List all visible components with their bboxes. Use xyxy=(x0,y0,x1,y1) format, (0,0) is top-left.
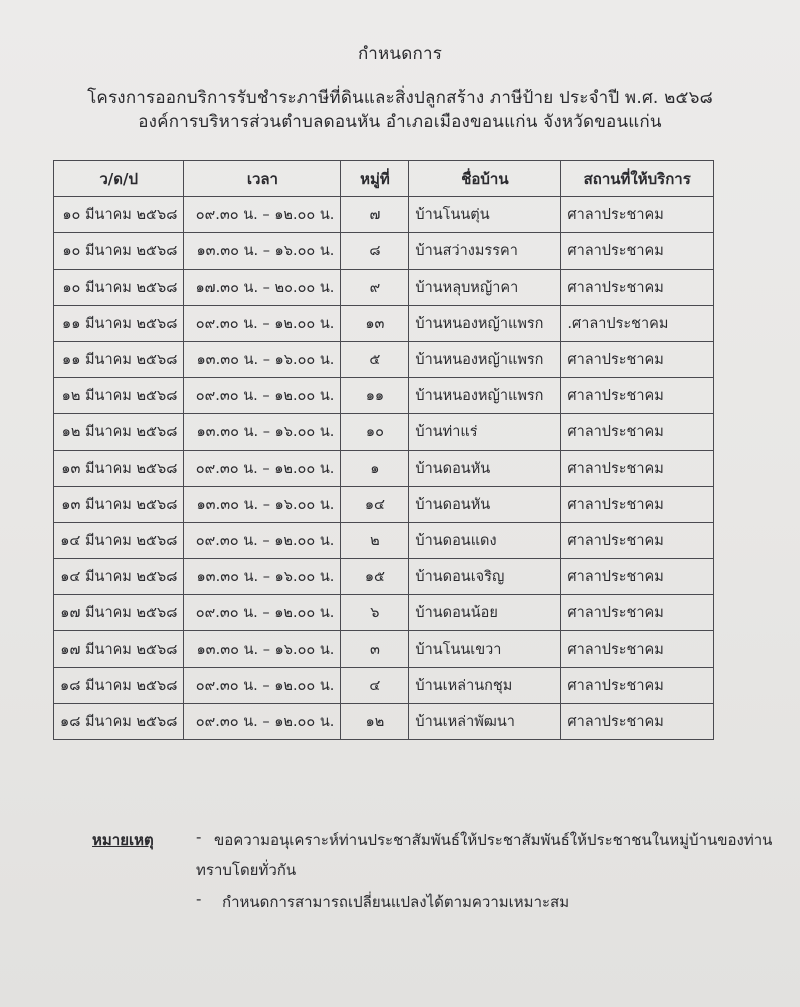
cell-date: ๑๑ มีนาคม ๒๕๖๘ xyxy=(54,305,184,341)
cell-place: ศาลาประชาคม xyxy=(561,559,714,595)
cell-place: ศาลาประชาคม xyxy=(561,631,714,667)
cell-date: ๑๐ มีนาคม ๒๕๖๘ xyxy=(54,233,184,269)
cell-village: บ้านหนองหญ้าแพรก xyxy=(409,341,561,377)
cell-moo: ๑๕ xyxy=(341,559,409,595)
cell-time: ๑๗.๓๐ น. – ๒๐.๐๐ น. xyxy=(184,269,341,305)
cell-place: ศาลาประชาคม xyxy=(561,595,714,631)
cell-place: .ศาลาประชาคม xyxy=(561,305,714,341)
cell-moo: ๗ xyxy=(341,197,409,233)
cell-time: ๐๙.๓๐ น. – ๑๒.๐๐ น. xyxy=(184,305,341,341)
cell-time: ๑๓.๓๐ น. – ๑๖.๐๐ น. xyxy=(184,486,341,522)
header-date: ว/ด/ป xyxy=(54,161,184,197)
note-bullet: - xyxy=(196,890,202,908)
cell-place: ศาลาประชาคม xyxy=(561,197,714,233)
cell-village: บ้านดอนแดง xyxy=(409,522,561,558)
cell-moo: ๑ xyxy=(341,450,409,486)
project-title: โครงการออกบริการรับชำระภาษีที่ดินและสิ่งปลูกสร้าง ภาษีป้าย ประจำปี พ.ศ. ๒๕๖๘ xyxy=(87,88,713,108)
cell-time: ๑๓.๓๐ น. – ๑๖.๐๐ น. xyxy=(184,559,341,595)
cell-time: ๐๙.๓๐ น. – ๑๒.๐๐ น. xyxy=(184,667,341,703)
cell-moo: ๘ xyxy=(341,233,409,269)
table-row xyxy=(54,378,714,414)
cell-date: ๑๓ มีนาคม ๒๕๖๘ xyxy=(54,486,184,522)
cell-village: บ้านท่าแร่ xyxy=(409,414,561,450)
cell-date: ๑๑ มีนาคม ๒๕๖๘ xyxy=(54,341,184,377)
table-row xyxy=(54,269,714,305)
cell-date: ๑๘ มีนาคม ๒๕๖๘ xyxy=(54,667,184,703)
cell-village: บ้านดอนหัน xyxy=(409,486,561,522)
table-row xyxy=(54,450,714,486)
cell-moo: ๖ xyxy=(341,595,409,631)
table-header-row xyxy=(54,161,714,197)
note-bullet: - xyxy=(196,828,202,846)
table-row xyxy=(54,595,714,631)
table-row xyxy=(54,559,714,595)
cell-place: ศาลาประชาคม xyxy=(561,667,714,703)
notes-label: หมายเหตุ xyxy=(92,831,154,849)
cell-moo: ๑๓ xyxy=(341,305,409,341)
cell-place: ศาลาประชาคม xyxy=(561,233,714,269)
header-village: ชื่อบ้าน xyxy=(409,161,561,197)
table-row xyxy=(54,233,714,269)
table-row xyxy=(54,414,714,450)
note-item-1: ขอความอนุเคราะห์ท่านประชาสัมพันธ์ให้ประชาสัมพันธ์ให้ประชาชนในหมู่บ้านของท่าน xyxy=(214,831,773,849)
table-row xyxy=(54,305,714,341)
cell-village: บ้านเหล่าพัฒนา xyxy=(409,703,561,739)
cell-time: ๐๙.๓๐ น. – ๑๒.๐๐ น. xyxy=(184,197,341,233)
cell-village: บ้านสว่างมรรคา xyxy=(409,233,561,269)
cell-village: บ้านดอนเจริญ xyxy=(409,559,561,595)
header-moo: หมู่ที่ xyxy=(341,161,409,197)
cell-place: ศาลาประชาคม xyxy=(561,486,714,522)
cell-village: บ้านโนนตุ่น xyxy=(409,197,561,233)
document-heading: กำหนดการ xyxy=(357,44,443,64)
table-row xyxy=(54,667,714,703)
cell-moo: ๓ xyxy=(341,631,409,667)
cell-moo: ๒ xyxy=(341,522,409,558)
cell-time: ๑๓.๓๐ น. – ๑๖.๐๐ น. xyxy=(184,341,341,377)
cell-village: บ้านหนองหญ้าแพรก xyxy=(409,378,561,414)
cell-village: บ้านหนองหญ้าแพรก xyxy=(409,305,561,341)
note-item-2: กำหนดการสามารถเปลี่ยนแปลงได้ตามความเหมาะสม xyxy=(222,893,570,911)
cell-time: ๐๙.๓๐ น. – ๑๒.๐๐ น. xyxy=(184,522,341,558)
organization-title: องค์การบริหารส่วนตำบลดอนหัน อำเภอเมืองขอนแก่น จังหวัดขอนแก่น xyxy=(138,112,662,132)
table-row xyxy=(54,522,714,558)
cell-village: บ้านหลุบหญ้าคา xyxy=(409,269,561,305)
cell-place: ศาลาประชาคม xyxy=(561,269,714,305)
cell-village: บ้านดอนหัน xyxy=(409,450,561,486)
cell-moo: ๕ xyxy=(341,341,409,377)
cell-time: ๐๙.๓๐ น. – ๑๒.๐๐ น. xyxy=(184,378,341,414)
table-row xyxy=(54,197,714,233)
table-row xyxy=(54,703,714,739)
cell-village: บ้านเหล่านกชุม xyxy=(409,667,561,703)
cell-place: ศาลาประชาคม xyxy=(561,378,714,414)
cell-date: ๑๘ มีนาคม ๒๕๖๘ xyxy=(54,703,184,739)
cell-place: ศาลาประชาคม xyxy=(561,703,714,739)
cell-place: ศาลาประชาคม xyxy=(561,450,714,486)
cell-time: ๐๙.๓๐ น. – ๑๒.๐๐ น. xyxy=(184,703,341,739)
cell-date: ๑๐ มีนาคม ๒๕๖๘ xyxy=(54,197,184,233)
cell-time: ๐๙.๓๐ น. – ๑๒.๐๐ น. xyxy=(184,595,341,631)
cell-moo: ๑๒ xyxy=(341,703,409,739)
cell-place: ศาลาประชาคม xyxy=(561,341,714,377)
header-time: เวลา xyxy=(184,161,341,197)
cell-time: ๑๓.๓๐ น. – ๑๖.๐๐ น. xyxy=(184,233,341,269)
schedule-table xyxy=(53,160,714,740)
note-item-1-continued: ทราบโดยทั่วกัน xyxy=(196,861,297,879)
header-place: สถานที่ให้บริการ xyxy=(561,161,714,197)
cell-date: ๑๒ มีนาคม ๒๕๖๘ xyxy=(54,378,184,414)
cell-moo: ๑๐ xyxy=(341,414,409,450)
table-row xyxy=(54,341,714,377)
cell-date: ๑๒ มีนาคม ๒๕๖๘ xyxy=(54,414,184,450)
schedule-body xyxy=(54,197,714,740)
cell-date: ๑๓ มีนาคม ๒๕๖๘ xyxy=(54,450,184,486)
cell-moo: ๔ xyxy=(341,667,409,703)
cell-village: บ้านดอนน้อย xyxy=(409,595,561,631)
table-row xyxy=(54,486,714,522)
cell-time: ๑๓.๓๐ น. – ๑๖.๐๐ น. xyxy=(184,631,341,667)
cell-date: ๑๔ มีนาคม ๒๕๖๘ xyxy=(54,522,184,558)
cell-date: ๑๐ มีนาคม ๒๕๖๘ xyxy=(54,269,184,305)
table-row xyxy=(54,631,714,667)
cell-time: ๑๓.๓๐ น. – ๑๖.๐๐ น. xyxy=(184,414,341,450)
cell-village: บ้านโนนเขวา xyxy=(409,631,561,667)
cell-moo: ๑๔ xyxy=(341,486,409,522)
cell-moo: ๙ xyxy=(341,269,409,305)
cell-moo: ๑๑ xyxy=(341,378,409,414)
cell-time: ๐๙.๓๐ น. – ๑๒.๐๐ น. xyxy=(184,450,341,486)
cell-place: ศาลาประชาคม xyxy=(561,414,714,450)
cell-place: ศาลาประชาคม xyxy=(561,522,714,558)
cell-date: ๑๗ มีนาคม ๒๕๖๘ xyxy=(54,631,184,667)
cell-date: ๑๗ มีนาคม ๒๕๖๘ xyxy=(54,595,184,631)
cell-date: ๑๔ มีนาคม ๒๕๖๘ xyxy=(54,559,184,595)
